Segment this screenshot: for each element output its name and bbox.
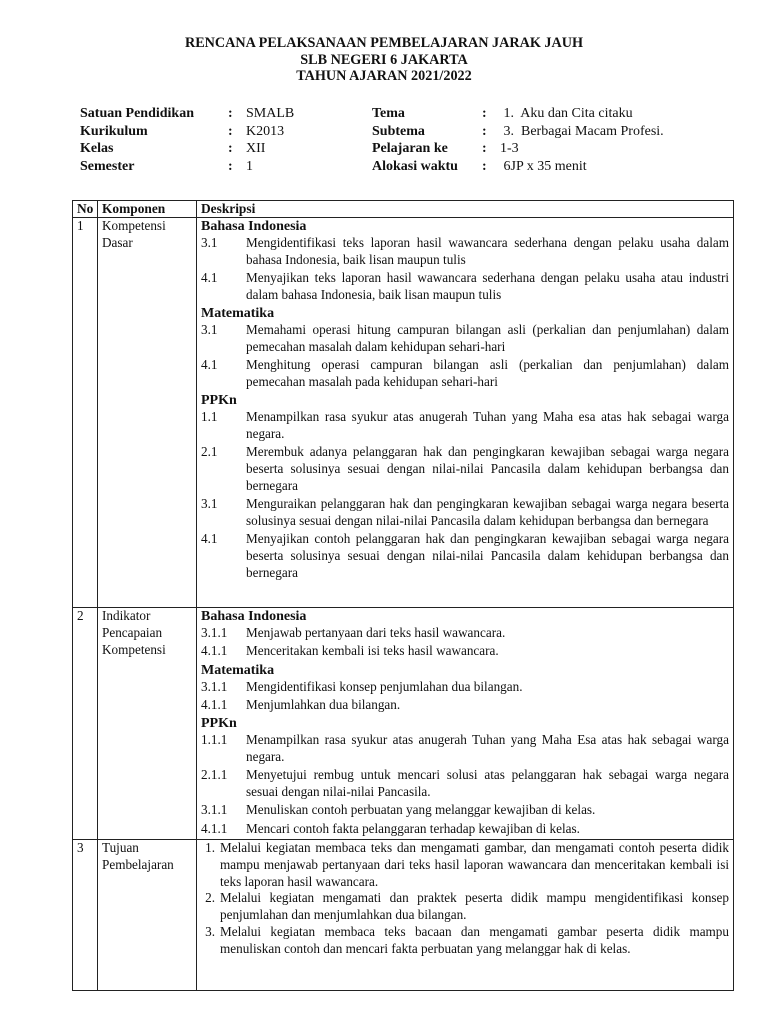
list-item	[201, 409, 729, 443]
subject-heading: Bahasa Indonesia	[201, 609, 307, 624]
item-text: Melalui kegiatan membaca teks bacaan dan mengamati gambar peserta didik mampu menuliskan contoh dan mencari fakta perbuatan yang melanggar hak di kelas.	[220, 923, 729, 956]
header-school: SLB NEGERI 6 JAKARTA	[300, 51, 468, 68]
list-item	[201, 357, 729, 391]
row-deskripsi	[197, 608, 734, 840]
semester-label: Semester	[80, 158, 135, 174]
item-number: 3.1.1	[201, 678, 228, 694]
kurikulum-value: K2013	[246, 123, 285, 139]
item-text: Menuliskan contoh perbuatan yang melanggar kewajiban di kelas.	[246, 802, 596, 818]
item-number: 4.1.1	[201, 643, 228, 659]
subject-heading: Bahasa Indonesia	[201, 219, 307, 234]
list-item	[201, 679, 729, 696]
item-number: 4.1	[201, 357, 218, 373]
table-header-row	[73, 201, 734, 218]
satuan-label: Satuan Pendidikan	[80, 106, 194, 121]
rpp-table	[72, 200, 734, 991]
item-text: Menguraikan pelanggaran hak dan pengingkaran kewajiban sebagai warga negara beserta solusinya sesuai dengan nilai-nilai Pancasila dalam kehidupan berbangsa dan bernegara	[246, 496, 729, 529]
item-text: Menceritakan kembali isi teks hasil wawancara.	[246, 643, 499, 659]
item-text: Menyajikan contoh pelanggaran hak dan pengingkaran kewajiban sebagai warga negara beserta solusinya sesuai dengan nilai-nilai Pancasila dalam kehidupan berbangsa dan bernegara	[246, 531, 729, 581]
item-number: 2.1.1	[201, 767, 228, 783]
item-number: 2.1	[201, 444, 218, 460]
row-number: 2	[73, 608, 98, 840]
item-text: Menghitung operasi campuran bilangan asli (perkalian dan penjumlahan) dalam pemecahan masalah pada kehidupan sehari-hari	[246, 357, 729, 390]
header-komponen: Komponen	[98, 201, 197, 218]
item-number: 4.1.1	[201, 696, 228, 712]
item-number: 4.1	[201, 270, 218, 286]
list-item	[201, 444, 729, 494]
subtema-value: 3. Berbagai Macam Profesi.	[500, 123, 664, 139]
pelajaran-label: Pelajaran ke	[372, 141, 448, 156]
tema-value: 1. Aku dan Cita citaku	[500, 106, 633, 121]
subject-heading: Matematika	[201, 306, 275, 322]
row-number: 3	[73, 839, 98, 990]
tema-label: Tema	[372, 106, 405, 121]
row-komponen: Kompetensi Dasar	[98, 218, 197, 608]
item-text: Menjumlahkan dua bilangan.	[246, 696, 401, 712]
list-item	[201, 840, 729, 890]
colon: :	[482, 123, 487, 139]
alokasi-value: 6JP x 35 menit	[500, 158, 587, 174]
item-number: 1.1.1	[201, 732, 228, 748]
list-item	[201, 531, 729, 581]
colon: :	[482, 141, 487, 156]
satuan-value: SMALB	[246, 106, 295, 121]
item-text: Mengidentifikasi konsep penjumlahan dua bilangan.	[246, 678, 523, 694]
list-item	[201, 322, 729, 356]
table-row	[73, 608, 734, 840]
item-text: Memahami operasi hitung campuran bilangan asli (perkalian dan penjumlahan) dalam pemecahan masalah dalam kehidupan sehari-hari	[246, 322, 729, 354]
colon: :	[228, 123, 233, 139]
item-number: 3.1	[201, 496, 218, 512]
list-item	[201, 625, 729, 642]
header-no: No	[73, 201, 98, 218]
list-item	[201, 924, 729, 958]
list-item	[201, 697, 729, 714]
item-text: Menyetujui rembug untuk mencari solusi atas pelanggaran hak sebagai warga negara sesuai dengan nilai-nilai Pancasila.	[246, 767, 729, 800]
pelajaran-value: 1-3	[500, 141, 519, 156]
list-item	[201, 890, 729, 924]
identity-row	[80, 158, 740, 176]
list-item	[201, 270, 729, 304]
subject-heading: PPKn	[201, 393, 237, 409]
item-number: 3.1	[201, 322, 218, 338]
colon: :	[228, 158, 233, 174]
kurikulum-label: Kurikulum	[80, 123, 148, 139]
kelas-label: Kelas	[80, 141, 114, 156]
identity-block	[80, 105, 740, 175]
list-item	[201, 821, 729, 838]
item-text: Mencari contoh fakta pelanggaran terhadap kewajiban di kelas.	[246, 820, 580, 836]
list-item	[201, 732, 729, 766]
identity-row	[80, 123, 740, 141]
colon: :	[228, 141, 233, 156]
item-number: 3.1.1	[201, 802, 228, 818]
item-text: Mengidentifikasi teks laporan hasil wawancara sederhana dengan pelaku usaha dalam bahasa Indonesia, baik lisan maupun tulis	[246, 235, 729, 267]
subtema-label: Subtema	[372, 123, 425, 139]
item-number: 1.1	[201, 409, 218, 425]
subject-heading: PPKn	[201, 716, 237, 732]
item-text: Melalui kegiatan mengamati dan praktek peserta didik mampu mengidentifikasi konsep penjumlahan dan menjumlahkan dua bilangan.	[220, 890, 729, 923]
item-number: 3.1.1	[201, 625, 228, 640]
item-number: 3.	[205, 923, 215, 939]
alokasi-label: Alokasi waktu	[372, 158, 458, 174]
row-komponen: Tujuan Pembelajaran	[98, 839, 197, 990]
item-number: 4.1.1	[201, 820, 228, 836]
colon: :	[482, 106, 487, 121]
list-item	[201, 802, 729, 819]
colon: :	[228, 106, 233, 121]
list-item	[201, 767, 729, 801]
document-header	[0, 35, 768, 85]
item-text: Merembuk adanya pelanggaran hak dan pengingkaran kewajiban sebagai warga negara beserta solusinya sesuai dengan nilai-nilai Pancasila dalam kehidupan berbangsa dan bernegara	[246, 444, 729, 494]
kelas-value: XII	[246, 141, 266, 156]
table-row	[73, 839, 734, 990]
row-deskripsi	[197, 218, 734, 608]
row-number: 1	[73, 218, 98, 608]
list-item	[201, 643, 729, 660]
item-number: 1.	[205, 839, 215, 855]
item-text: Melalui kegiatan membaca teks dan mengamati gambar, dan mengamati contoh peserta didik mampu menjawab pertanyaan dari teks hasil laporan wawancara dan menceritakan kembali isi teks laporan hasil wawancara.	[220, 839, 729, 889]
header-year: TAHUN AJARAN 2021/2022	[296, 68, 472, 84]
item-number: 4.1	[201, 531, 218, 547]
identity-row	[80, 140, 740, 158]
row-deskripsi	[197, 839, 734, 990]
identity-row	[80, 105, 740, 123]
item-text: Menampilkan rasa syukur atas anugerah Tuhan yang Maha Esa atas hak sebagai warga negara.	[246, 732, 729, 764]
subject-heading: Matematika	[201, 662, 275, 678]
item-text: Menampilkan rasa syukur atas anugerah Tuhan yang Maha esa atas hak sebagai warga negara.	[246, 409, 729, 442]
list-item	[201, 496, 729, 530]
semester-value: 1	[246, 158, 253, 174]
item-text: Menjawab pertanyaan dari teks hasil wawancara.	[246, 625, 506, 640]
list-item	[201, 235, 729, 269]
item-number: 3.1	[201, 235, 218, 250]
item-number: 2.	[205, 890, 215, 906]
table-row	[73, 218, 734, 608]
header-deskripsi: Deskripsi	[197, 201, 734, 218]
colon: :	[482, 158, 487, 174]
item-text: Menyajikan teks laporan hasil wawancara sederhana dengan pelaku usaha atau industri dalam bahasa Indonesia, baik lisan maupun tulis	[246, 270, 729, 302]
row-komponen: Indikator Pencapaian Kompetensi	[98, 608, 197, 840]
header-title: RENCANA PELAKSANAAN PEMBELAJARAN JARAK JAUH	[184, 35, 584, 51]
